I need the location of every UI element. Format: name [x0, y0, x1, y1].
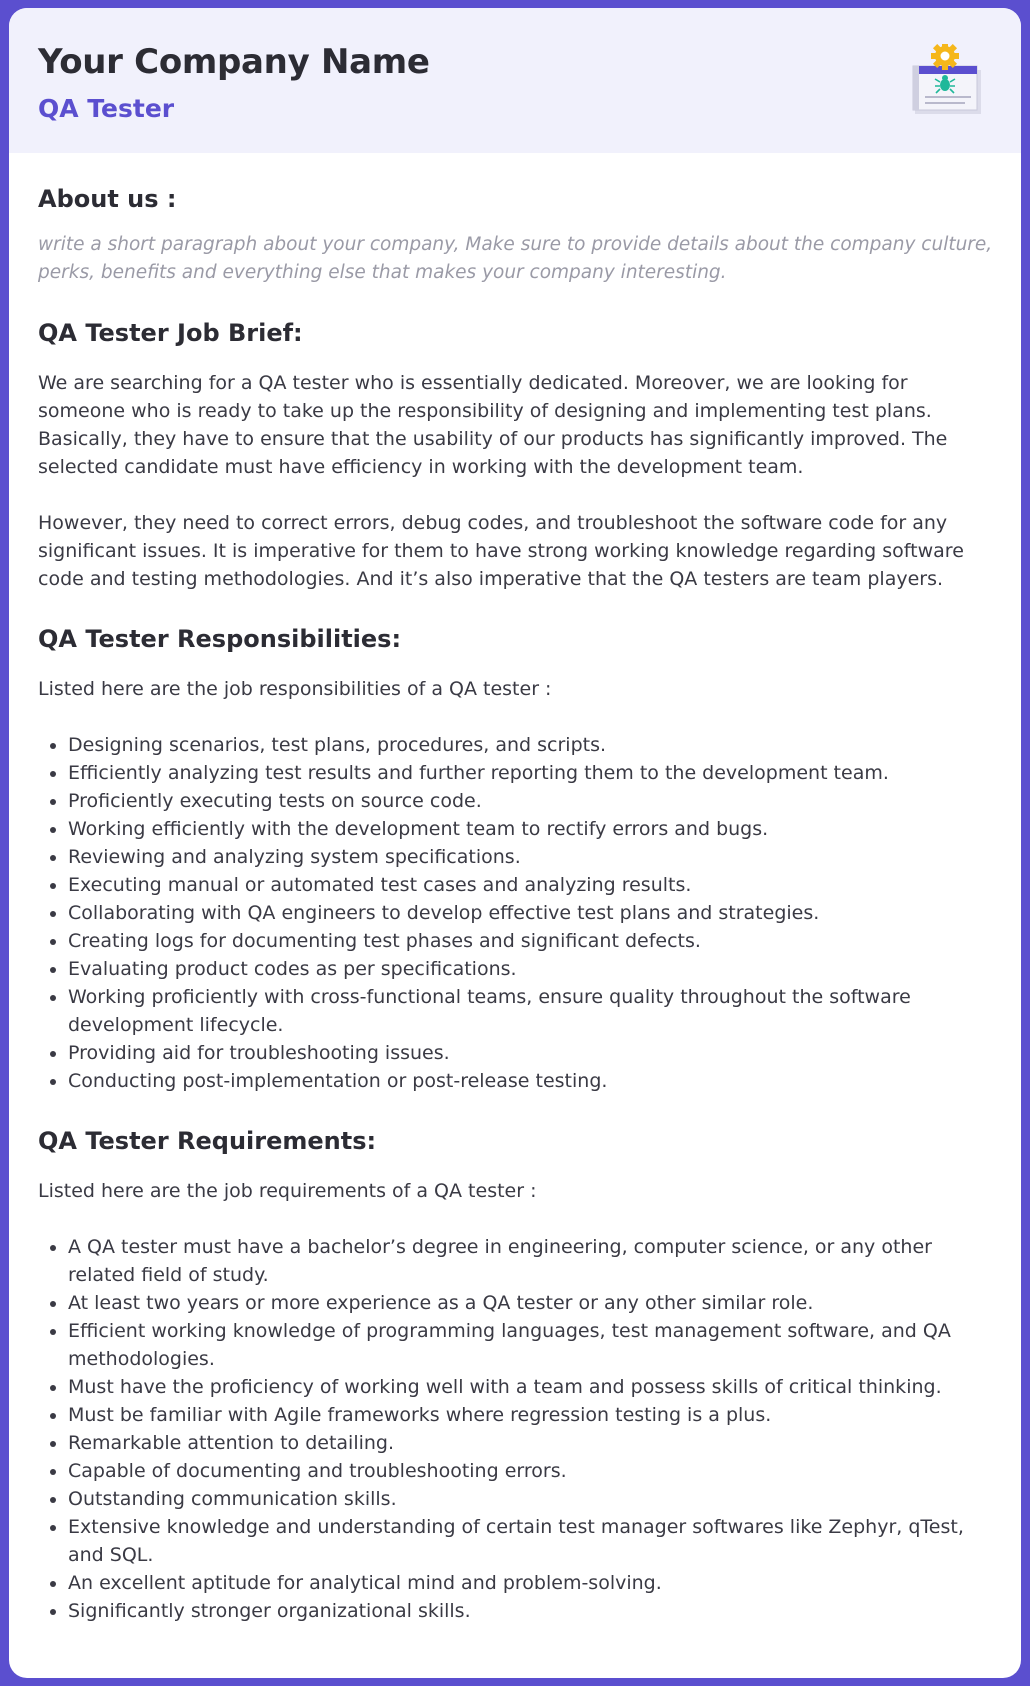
list-item: • Efficiently analyzing test results and further reporting them to the development team. [68, 759, 998, 787]
list-item: • Remarkable attention to detailing. [68, 1429, 998, 1457]
list-item: • Proficiently executing tests on source code. [68, 787, 998, 815]
responsibilities-title: QA Tester Responsibilities: [38, 625, 402, 653]
about-title: About us : [38, 185, 177, 213]
list-item: • Working efficiently with the development team to rectify errors and bugs. [68, 815, 998, 843]
list-item: • Capable of documenting and troubleshooting errors. [68, 1457, 998, 1485]
bug-settings-window-icon [911, 44, 991, 124]
responsibilities-list [38, 731, 998, 1095]
list-item: • Collaborating with QA engineers to develop effective test plans and strategies. [68, 899, 998, 927]
list-item: • Evaluating product codes as per specifications. [68, 955, 998, 983]
brief-paragraph-2: However, they need to correct errors, debug codes, and troubleshoot the software code for any significant issues. It is imperative for them to have strong working knowledge regarding software code and testing methodologies. And it’s also imperative that the QA testers are team players. [38, 512, 964, 590]
list-item: • At least two years or more experience as a QA tester or any other similar role. [68, 1289, 998, 1317]
responsibilities-intro: Listed here are the job responsibilities of a QA tester : [38, 678, 552, 700]
list-item: • Conducting post-implementation or post-release testing. [68, 1067, 998, 1095]
list-item: • A QA tester must have a bachelor’s degree in engineering, computer science, or any other related field of study. [68, 1233, 998, 1289]
list-item: • Working proficiently with cross-functional teams, ensure quality throughout the software development lifecycle. [68, 983, 998, 1039]
list-item: • Efficient working knowledge of programming languages, test management software, and QA methodologies. [68, 1317, 998, 1373]
list-item: • Significantly stronger organizational skills. [68, 1597, 998, 1625]
list-item: • Designing scenarios, test plans, procedures, and scripts. [68, 731, 998, 759]
requirements-list [38, 1233, 998, 1625]
list-item: • Executing manual or automated test cases and analyzing results. [68, 871, 998, 899]
list-item: • Must have the proficiency of working well with a team and possess skills of critical thinking. [68, 1373, 998, 1401]
company-name: Your Company Name [38, 42, 430, 82]
list-item: • Extensive knowledge and understanding of certain test manager softwares like Zephyr, qTest, and SQL. [68, 1513, 998, 1569]
job-content [38, 183, 998, 1625]
header [9, 8, 1021, 153]
list-item: • Reviewing and analyzing system specifications. [68, 843, 998, 871]
list-item: • Creating logs for documenting test phases and significant defects. [68, 927, 998, 955]
job-title: QA Tester [38, 94, 175, 123]
about-placeholder: write a short paragraph about your company, Make sure to provide details about the company culture, perks, benefits and everything else that makes your company interesting. [38, 234, 993, 283]
list-item: • An excellent aptitude for analytical mind and problem-solving. [68, 1569, 998, 1597]
requirements-title: QA Tester Requirements: [38, 1127, 377, 1155]
requirements-intro: Listed here are the job requirements of a QA tester : [38, 1180, 537, 1202]
brief-title: QA Tester Job Brief: [38, 319, 303, 347]
list-item: • Must be familiar with Agile frameworks where regression testing is a plus. [68, 1401, 998, 1429]
brief-paragraph-1: We are searching for a QA tester who is essentially dedicated. Moreover, we are looking for someone who is ready to take up the responsibility of designing and implementing test plans. Basically, they have to ensure that the usability of our products has significantly improved. The selected candidate must have efficiency in working with the development team. [38, 372, 948, 478]
list-item: • Providing aid for troubleshooting issues. [68, 1039, 998, 1067]
job-description-card [9, 8, 1021, 1678]
list-item: • Outstanding communication skills. [68, 1485, 998, 1513]
